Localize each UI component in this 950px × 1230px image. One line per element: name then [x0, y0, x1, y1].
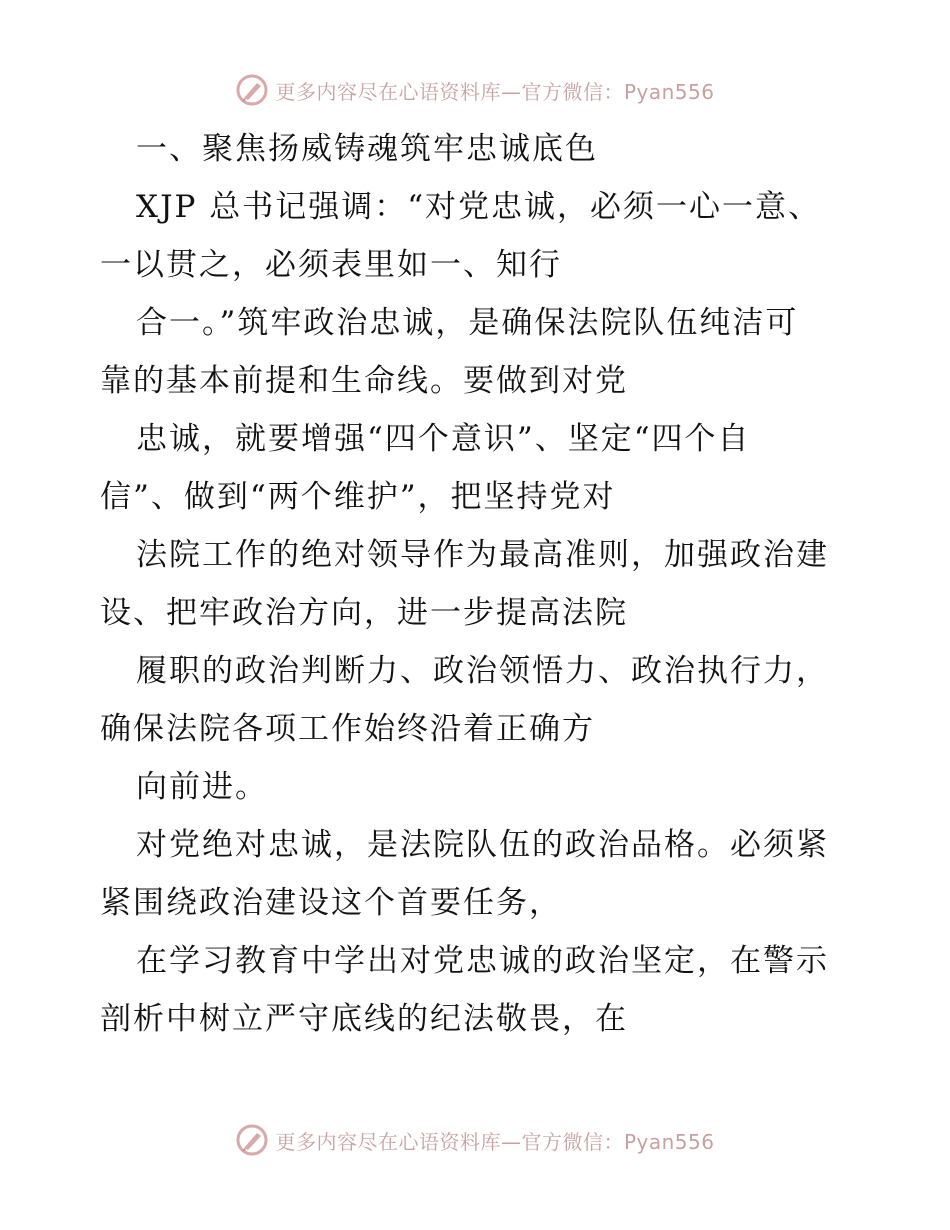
text-line: 一以贯之，必须表里如一、知行	[100, 247, 562, 283]
footer-watermark	[0, 1120, 950, 1160]
header-watermark	[0, 70, 950, 110]
watermark-inner	[235, 73, 714, 107]
text-line: 忠诚，就要增强“四个意识”、坚定“四个自	[136, 421, 751, 457]
text-line: 合一。”筑牢政治忠诚，是确保法院队伍纯洁可	[136, 305, 799, 341]
text-line: 确保法院各项工作始终沿着正确方	[100, 711, 595, 747]
watermark-inner	[235, 1123, 714, 1157]
watermark-text: 更多内容尽在心语资料库—官方微信：Pyan556	[275, 1129, 715, 1154]
watermark-text: 更多内容尽在心语资料库—官方微信：Pyan556	[275, 79, 715, 104]
text-line: XJP 总书记强调：“对党忠诚，必须一心一意、	[136, 189, 822, 225]
pen-logo-icon	[235, 73, 269, 107]
text-line: 法院工作的绝对领导作为最高准则，加强政治建	[136, 537, 829, 573]
text-line: 一、聚焦扬威铸魂筑牢忠诚底色	[136, 131, 598, 167]
document-body	[100, 120, 860, 1048]
text-line: 在学习教育中学出对党忠诚的政治坚定，在警示	[136, 943, 829, 979]
pen-logo-icon	[235, 1123, 269, 1157]
text-line: 信”、做到“两个维护”，把坚持党对	[100, 479, 616, 515]
text-line: 履职的政治判断力、政治领悟力、政治执行力，	[136, 653, 829, 689]
text-line: 剖析中树立严守底线的纪法敬畏，在	[100, 1001, 628, 1037]
text-line: 向前进。	[136, 769, 268, 805]
text-line: 对党绝对忠诚，是法院队伍的政治品格。必须紧	[136, 827, 829, 863]
text-line: 紧围绕政治建设这个首要任务，	[100, 885, 562, 921]
text-line: 设、把牢政治方向，进一步提高法院	[100, 595, 628, 631]
text-line: 靠的基本前提和生命线。要做到对党	[100, 363, 628, 399]
